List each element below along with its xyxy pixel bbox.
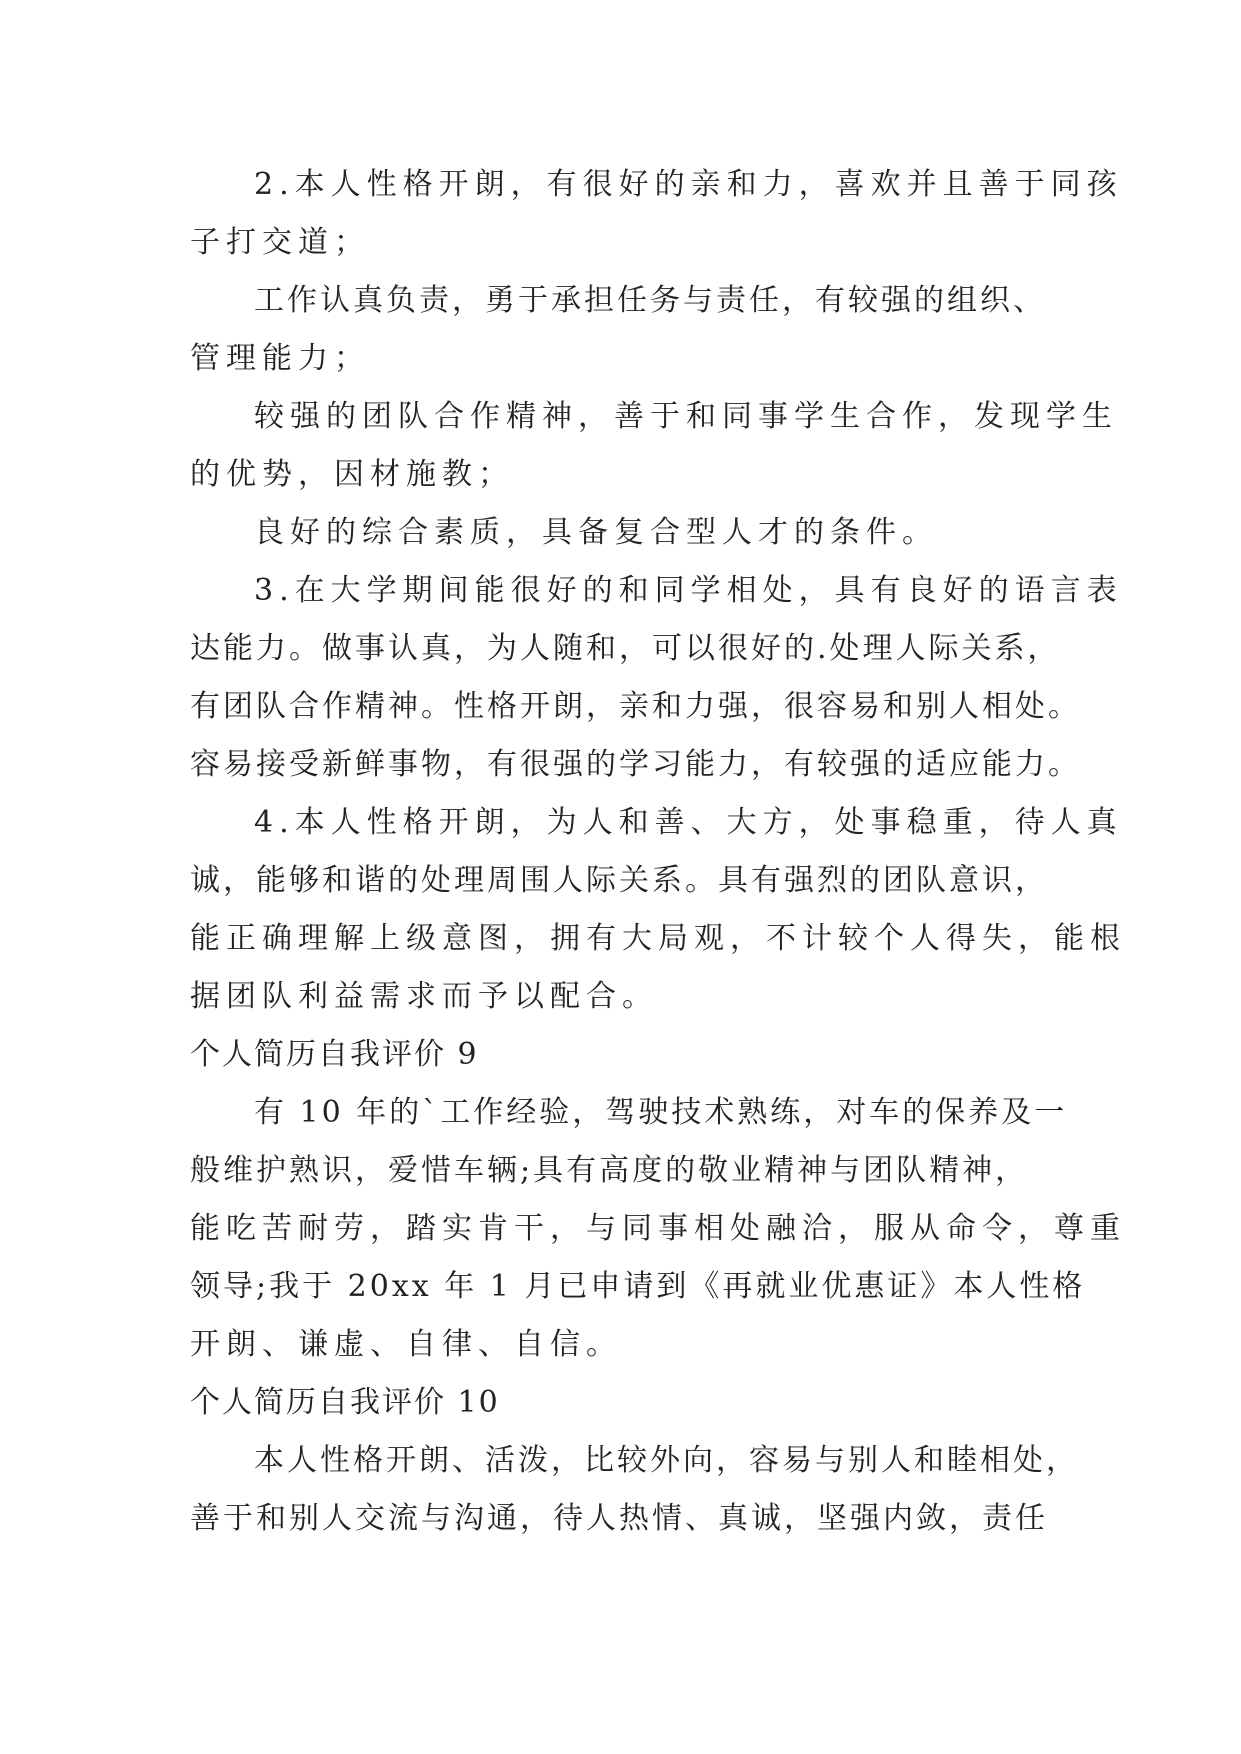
section-heading: 个人简历自我评价 10 (190, 1385, 500, 1420)
paragraph-line: 良好的综合素质，具备复合型人才的条件。 (254, 515, 938, 550)
paragraph-line: 能正确理解上级意图，拥有大局观，不计较个人得失，能根 (190, 921, 1126, 956)
section-heading: 个人简历自我评价 9 (190, 1037, 479, 1072)
paragraph-line: 开朗、谦虚、自律、自信。 (190, 1327, 622, 1362)
paragraph-line: 诚，能够和谐的处理周围人际关系。具有强烈的团队意识， (190, 863, 1048, 898)
paragraph-line: 管理能力； (190, 341, 370, 376)
paragraph-line: 般维护熟识，爱惜车辆;具有高度的敬业精神与团队精神， (190, 1153, 1029, 1188)
paragraph-line: 本人性格开朗、活泼，比较外向，容易与别人和睦相处， (254, 1443, 1079, 1478)
paragraph-line: 达能力。做事认真，为人随和，可以很好的.处理人际关系， (190, 631, 1061, 666)
paragraph-line: 能吃苦耐劳，踏实肯干，与同事相处融洽，服从命令，尊重 (190, 1211, 1126, 1246)
paragraph-line: 有团队合作精神。性格开朗，亲和力强，很容易和别人相处。 (190, 689, 1081, 724)
paragraph-line: 的优势，因材施教； (190, 457, 514, 492)
paragraph-line: 领导;我于 20xx 年 1 月已申请到《再就业优惠证》本人性格 (190, 1269, 1086, 1304)
paragraph-line: 工作认真负责，勇于承担任务与责任，有较强的组织、 (254, 283, 1046, 318)
paragraph-line: 子打交道； (190, 225, 370, 260)
paragraph-line: 据团队利益需求而予以配合。 (190, 979, 658, 1014)
paragraph-line: 较强的团队合作精神，善于和同事学生合作，发现学生 (254, 399, 1118, 434)
paragraph-line: 4.本人性格开朗，为人和善、大方，处事稳重，待人真 (254, 805, 1123, 840)
paragraph-line: 3.在大学期间能很好的和同学相处，具有良好的语言表 (254, 573, 1123, 608)
paragraph-line: 容易接受新鲜事物，有很强的学习能力，有较强的适应能力。 (190, 747, 1081, 782)
paragraph-line: 2.本人性格开朗，有很好的亲和力，喜欢并且善于同孩 (254, 167, 1123, 202)
paragraph-line: 有 10 年的`工作经验，驾驶技术熟练，对车的保养及一 (254, 1095, 1068, 1130)
paragraph-line: 善于和别人交流与沟通，待人热情、真诚，坚强内敛，责任 (190, 1501, 1048, 1536)
